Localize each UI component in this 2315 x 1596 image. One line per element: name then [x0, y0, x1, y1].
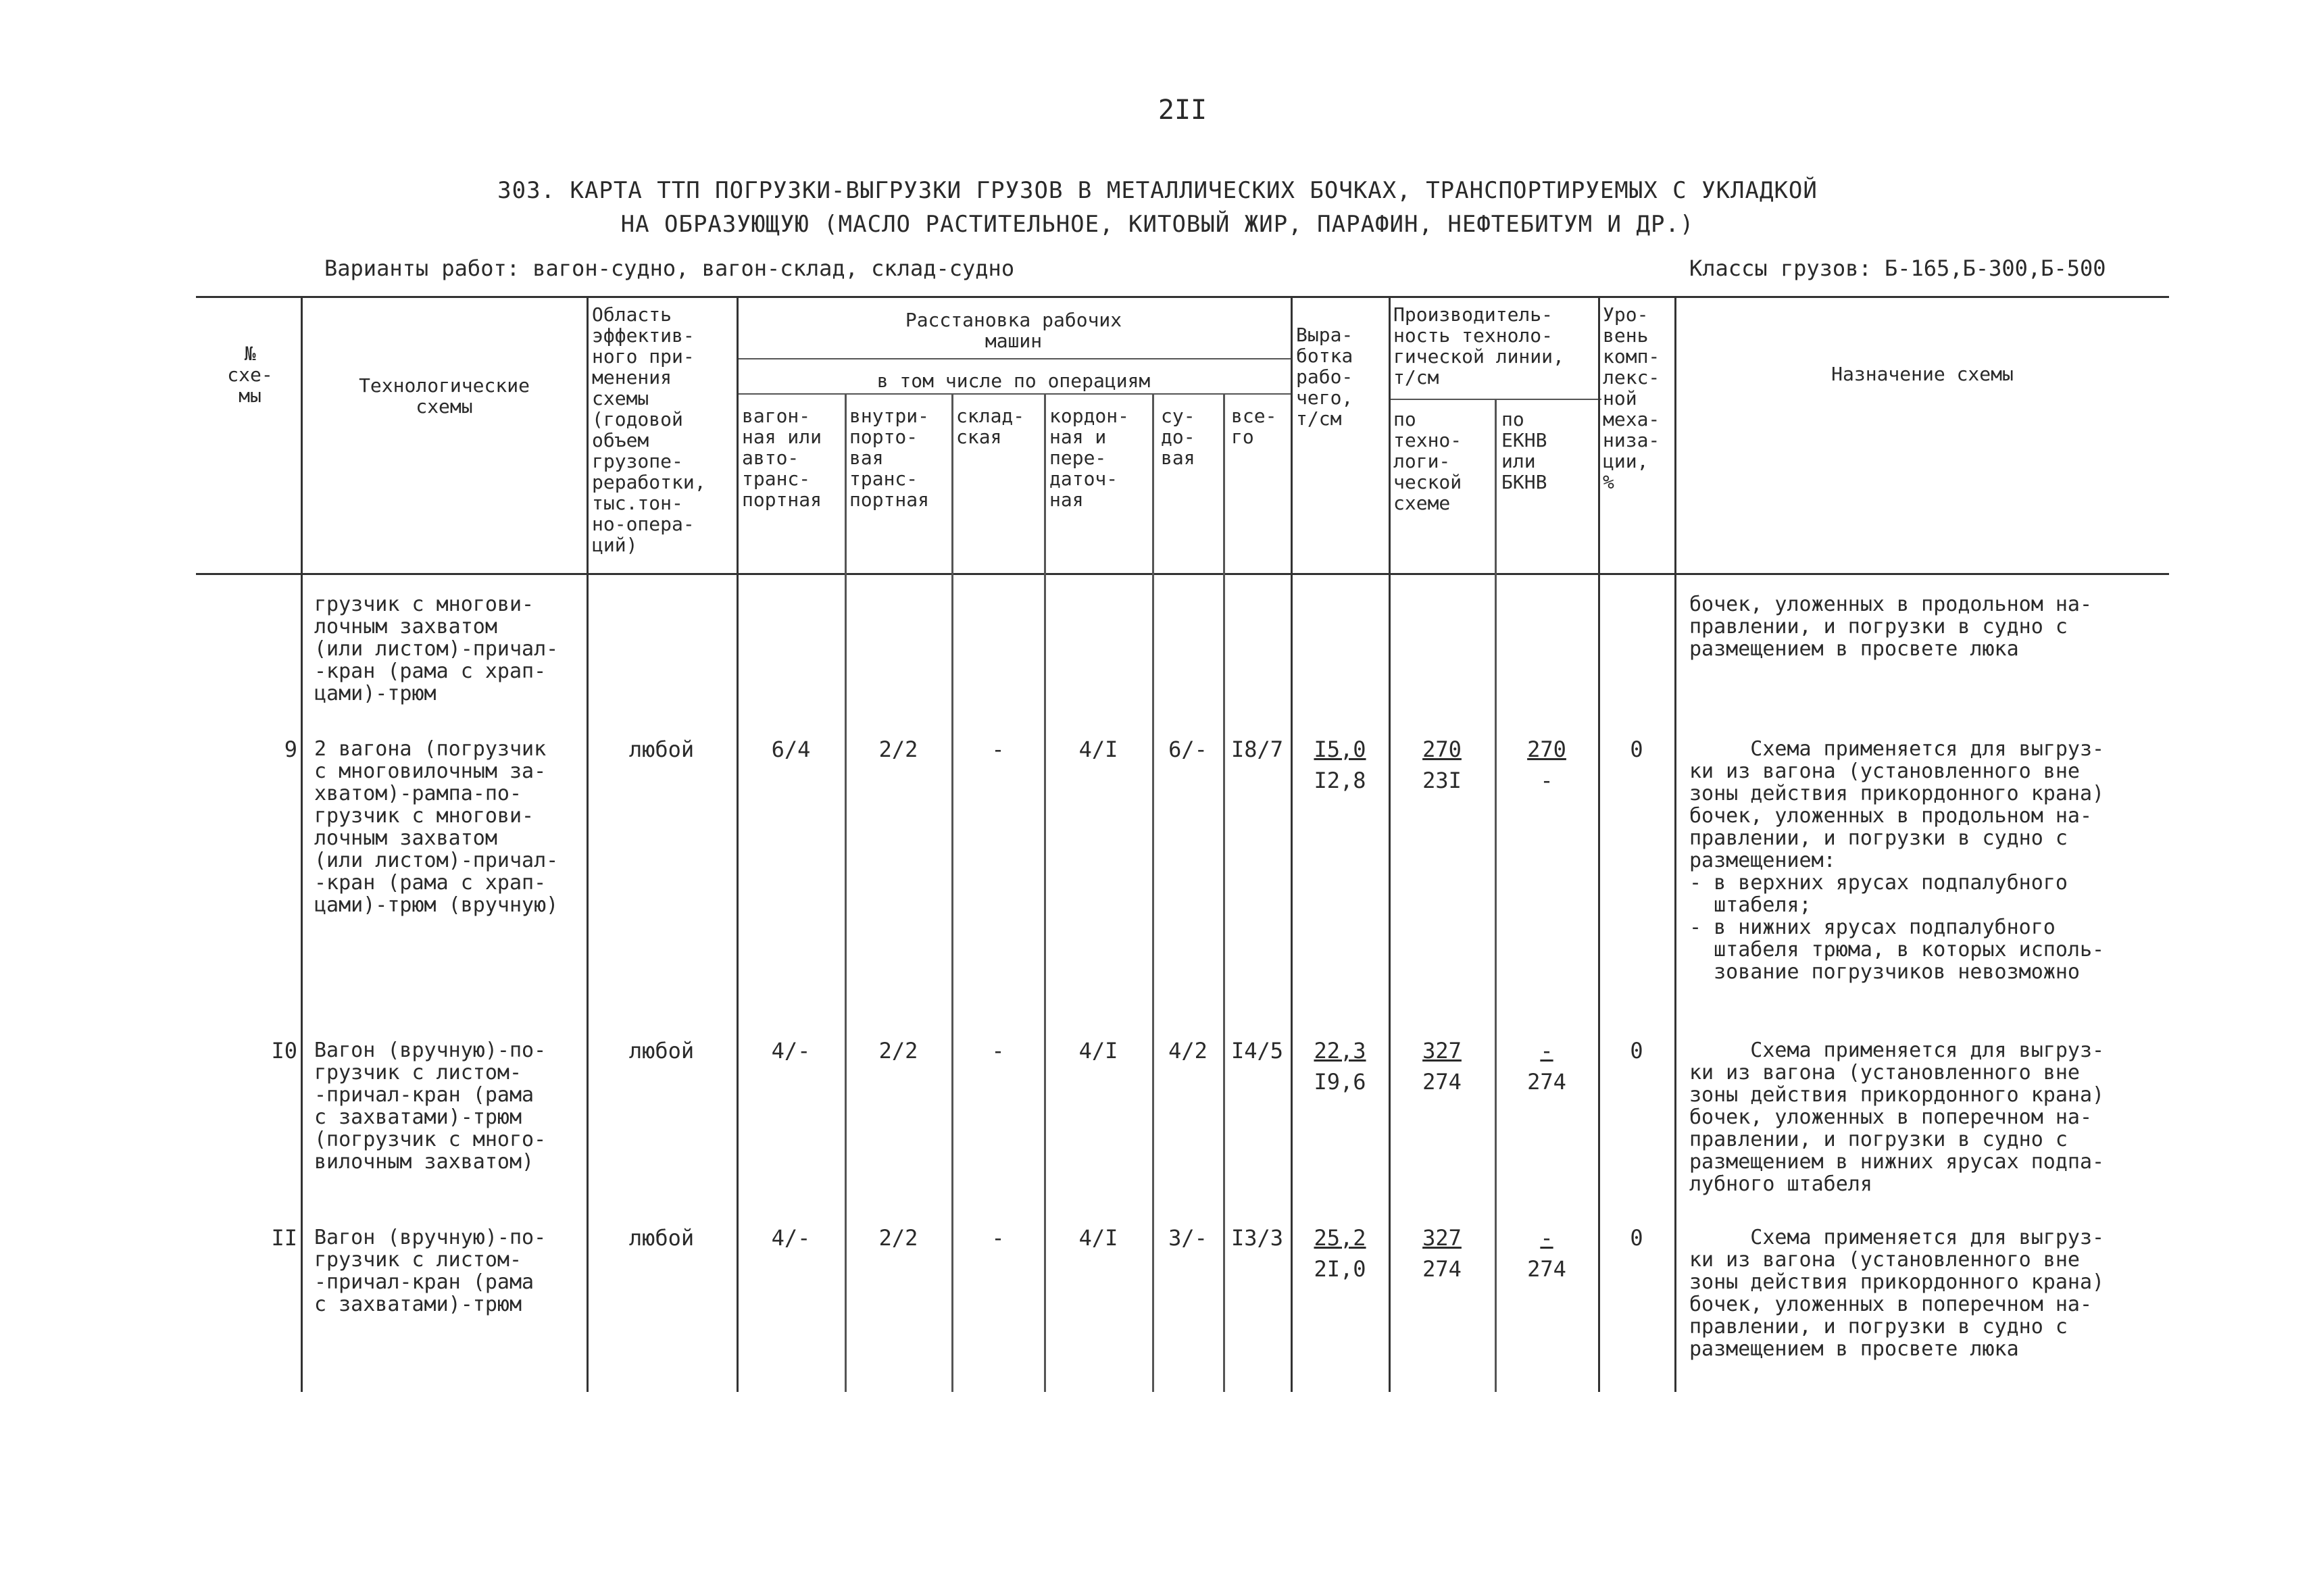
- tech-scheme: Вагон (вручную)-по- грузчик с листом- -причал-кран (рама с захватами)-трюм: [314, 1226, 547, 1316]
- mechanization-level: 0: [1630, 737, 1643, 762]
- mechanization-level: 0: [1630, 1038, 1643, 1064]
- application-area: любой: [628, 1038, 695, 1064]
- header-scheme-number: № схе- мы: [227, 343, 273, 407]
- worker-output-alt: I2,8: [1314, 768, 1366, 793]
- header-warehouse-operation: склад- ская: [956, 405, 1025, 448]
- header-mechanization-level: Уро- вень комп- лекс- ной меха- низа- ции, %: [1603, 303, 1660, 493]
- header-technological-schemes: Технологические схемы: [359, 374, 530, 418]
- total-workers: I4/5: [1230, 1038, 1284, 1064]
- ship-operation: 4/2: [1168, 1038, 1208, 1064]
- title-line-1: 303. КАРТА ТТП ПОГРУЗКИ-ВЫГРУЗКИ ГРУЗОВ В МЕТАЛЛИЧЕСКИХ БОЧКАХ, ТРАНСПОРТИРУЕМЫХ С УКЛАДКОЙ: [497, 177, 1818, 204]
- productivity-by-eknv: -: [1540, 1225, 1553, 1251]
- productivity-by-scheme-alt: 274: [1422, 1256, 1462, 1282]
- header-productivity-by-scheme: по техно- логи- ческой схеме: [1393, 408, 1462, 514]
- header-productivity: Производитель- ность техноло- гической линии, т/см: [1393, 303, 1564, 389]
- worker-output: 25,2: [1314, 1225, 1366, 1251]
- worker-output-alt: 2I,0: [1314, 1256, 1366, 1282]
- productivity-by-eknv-alt: 274: [1527, 1256, 1566, 1282]
- header-worker-output: Выра- ботка рабо- чего, т/см: [1296, 324, 1353, 430]
- cordon-operation: 4/I: [1078, 737, 1118, 762]
- work-variants: Варианты работ: вагон-судно, вагон-склад, склад-судно: [324, 255, 1015, 281]
- productivity-by-scheme: 327: [1422, 1038, 1462, 1064]
- ship-operation: 3/-: [1168, 1225, 1208, 1251]
- carryover-purpose: бочек, уложенных в продольном на- правлении, и погрузки в судно с размещением в просвете люка: [1689, 593, 2093, 661]
- wagon-operation: 4/-: [771, 1225, 811, 1251]
- productivity-by-eknv-alt: 274: [1527, 1069, 1566, 1095]
- page-number: 2II: [1158, 95, 1208, 126]
- title-line-2: НА ОБРАЗУЮЩУЮ (МАСЛО РАСТИТЕЛЬНОЕ, КИТОВЫЙ ЖИР, ПАРАФИН, НЕФТЕБИТУМ И ДР.): [620, 211, 1695, 238]
- warehouse-operation: -: [991, 1225, 1005, 1251]
- internal-transport: 2/2: [878, 1038, 918, 1064]
- internal-transport: 2/2: [878, 737, 918, 762]
- total-workers: I3/3: [1230, 1225, 1284, 1251]
- cordon-operation: 4/I: [1078, 1225, 1118, 1251]
- header-total: все- го: [1231, 405, 1277, 448]
- warehouse-operation: -: [991, 1038, 1005, 1064]
- wagon-operation: 4/-: [771, 1038, 811, 1064]
- productivity-by-eknv-alt: -: [1540, 768, 1553, 793]
- worker-output-alt: I9,6: [1314, 1069, 1366, 1095]
- ship-operation: 6/-: [1168, 737, 1208, 762]
- productivity-by-scheme-alt: 274: [1422, 1069, 1462, 1095]
- header-cordon-operation: кордон- ная и пере- даточ- ная: [1049, 405, 1130, 511]
- scheme-purpose: Схема применяется для выгруз- ки из вагона (установленного вне зоны действия прикордонного крана) бочек, уложенных в поперечном на- правлении, и погрузки в судно с размещением в нижних ярусах подпа- лубного штабеля: [1689, 1039, 2105, 1196]
- productivity-by-scheme: 327: [1422, 1225, 1462, 1251]
- scheme-purpose: Схема применяется для выгруз- ки из вагона (установленного вне зоны действия прикордонного крана) бочек, уложенных в продольном на- правлении, и погрузки в судно с размещением: - в верхних ярусах подпалубного штабеля; - в нижних ярусах подпалубного штабеля трюма, в которых исполь- зование погрузчиков невозможно: [1689, 737, 2105, 984]
- productivity-by-eknv: -: [1540, 1038, 1553, 1064]
- worker-output: I5,0: [1314, 737, 1366, 762]
- worker-output: 22,3: [1314, 1038, 1366, 1064]
- wagon-operation: 6/4: [771, 737, 811, 762]
- header-scheme-purpose: Назначение схемы: [1831, 363, 2014, 385]
- application-area: любой: [628, 737, 695, 762]
- internal-transport: 2/2: [878, 1225, 918, 1251]
- header-wagon-operation: вагон- ная или авто- транс- портная: [742, 405, 822, 511]
- scheme-number: II: [271, 1225, 297, 1251]
- productivity-by-scheme-alt: 23I: [1422, 768, 1462, 793]
- scheme-number: 9: [284, 737, 297, 762]
- cargo-classes: Классы грузов: Б-165,Б-300,Б-500: [1689, 255, 2106, 281]
- scheme-number: I0: [271, 1038, 297, 1064]
- header-internal-transport: внутри- порто- вая транс- портная: [849, 405, 930, 511]
- application-area: любой: [628, 1225, 695, 1251]
- header-by-operations: в том числе по операциям: [876, 370, 1151, 392]
- mechanization-level: 0: [1630, 1225, 1643, 1251]
- header-productivity-by-eknv: по ЕКНВ или БКНВ: [1501, 408, 1547, 493]
- tech-scheme: 2 вагона (погрузчик с многовилочным за- хватом)-рампа-по- грузчик с многови- лочным захватом (или листом)-причал- -кран (рама с храп- цами)-трюм (вручную): [314, 737, 559, 917]
- productivity-by-scheme: 270: [1422, 737, 1462, 762]
- productivity-by-eknv: 270: [1527, 737, 1566, 762]
- header-workers-placement: Расстановка рабочих машин: [905, 309, 1122, 352]
- scheme-purpose: Схема применяется для выгруз- ки из вагона (установленного вне зоны действия прикордонного крана) бочек, уложенных в поперечном на- правлении, и погрузки в судно с размещением в просвете люка: [1689, 1226, 2105, 1361]
- cordon-operation: 4/I: [1078, 1038, 1118, 1064]
- total-workers: I8/7: [1230, 737, 1284, 762]
- header-application-area: Область эффектив- ного при- менения схемы (годовой объем грузопе- реработки, тыс.тон- но-опера- ций): [592, 303, 706, 556]
- tech-scheme: Вагон (вручную)-по- грузчик с листом- -причал-кран (рама с захватами)-трюм (погрузчик с много- вилочным захватом): [314, 1039, 547, 1174]
- carryover-tech-scheme: грузчик с многови- лочным захватом (или листом)-причал- -кран (рама с храп- цами)-трюм: [314, 593, 559, 705]
- header-ship-operation: су- до- вая: [1161, 405, 1195, 469]
- warehouse-operation: -: [991, 737, 1005, 762]
